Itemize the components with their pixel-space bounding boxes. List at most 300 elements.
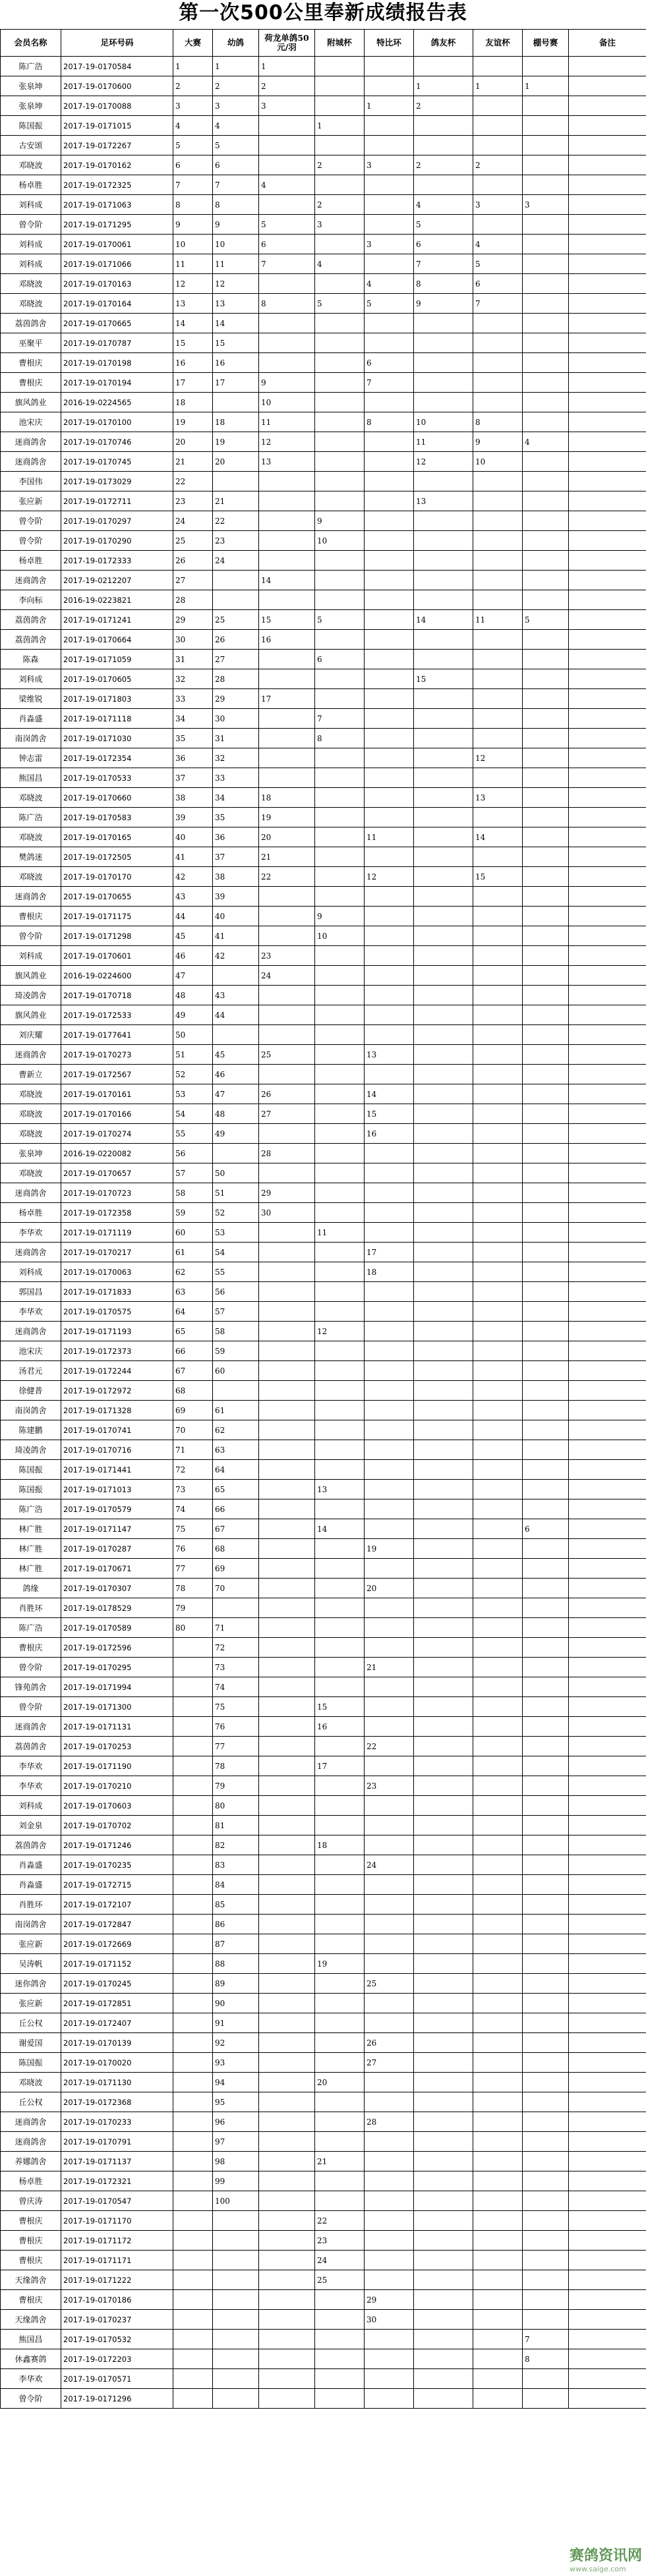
header-member-name: 会员名称 xyxy=(1,30,61,57)
ring-number: 2017-19-0171328 xyxy=(61,1401,173,1420)
ring-number: 2017-19-0170575 xyxy=(61,1302,173,1322)
header-loft-race: 棚号赛 xyxy=(523,30,569,57)
remarks xyxy=(569,1598,646,1618)
ring-number: 2017-19-0172107 xyxy=(61,1895,173,1915)
ring-number: 2017-19-0170290 xyxy=(61,531,173,551)
young-bird-rank: 43 xyxy=(213,986,259,1005)
young-bird-rank xyxy=(213,1598,259,1618)
remarks xyxy=(569,610,646,630)
young-bird-rank: 77 xyxy=(213,1737,259,1756)
ring-number: 2017-19-0170166 xyxy=(61,1104,173,1124)
helong-single-rank: 18 xyxy=(259,788,315,808)
gehyou-cup-rank xyxy=(414,1361,473,1381)
friendship-cup-rank xyxy=(473,314,523,333)
friendship-cup-rank xyxy=(473,1737,523,1756)
header-friendship-cup: 友谊杯 xyxy=(473,30,523,57)
main-race-rank: 58 xyxy=(173,1183,213,1203)
tebi-ring-rank xyxy=(365,551,414,571)
main-race-rank xyxy=(173,2211,213,2231)
gehyou-cup-rank xyxy=(414,1005,473,1025)
member-name: 旗风鸽业 xyxy=(1,1005,61,1025)
main-race-rank: 5 xyxy=(173,136,213,155)
ring-number: 2017-19-0170235 xyxy=(61,1855,173,1875)
ring-number: 2016-19-0220082 xyxy=(61,1144,173,1163)
tebi-ring-rank xyxy=(365,571,414,590)
table-row xyxy=(1,1539,646,1559)
remarks xyxy=(569,1875,646,1895)
friendship-cup-rank xyxy=(473,1480,523,1499)
table-row xyxy=(1,412,646,432)
main-race-rank: 79 xyxy=(173,1598,213,1618)
gehyou-cup-rank: 2 xyxy=(414,155,473,175)
young-bird-rank: 26 xyxy=(213,630,259,650)
fucheng-cup-rank: 9 xyxy=(315,907,365,926)
table-row xyxy=(1,531,646,551)
friendship-cup-rank xyxy=(473,2073,523,2092)
helong-single-rank: 5 xyxy=(259,215,315,235)
fucheng-cup-rank xyxy=(315,2171,365,2191)
loft-race-rank xyxy=(523,2171,569,2191)
tebi-ring-rank xyxy=(365,511,414,531)
fucheng-cup-rank xyxy=(315,1658,365,1677)
loft-race-rank: 3 xyxy=(523,195,569,215)
main-race-rank xyxy=(173,2073,213,2092)
young-bird-rank: 8 xyxy=(213,195,259,215)
tebi-ring-rank xyxy=(365,2349,414,2369)
young-bird-rank: 51 xyxy=(213,1183,259,1203)
remarks xyxy=(569,1223,646,1243)
gehyou-cup-rank xyxy=(414,2013,473,2033)
young-bird-rank: 86 xyxy=(213,1915,259,1934)
table-row xyxy=(1,2191,646,2211)
loft-race-rank xyxy=(523,333,569,353)
table-row xyxy=(1,1697,646,1717)
main-race-rank: 18 xyxy=(173,393,213,412)
ring-number: 2017-19-0178529 xyxy=(61,1598,173,1618)
ring-number: 2017-19-0170163 xyxy=(61,274,173,294)
main-race-rank: 24 xyxy=(173,511,213,531)
main-race-rank: 55 xyxy=(173,1124,213,1144)
member-name: 林广胜 xyxy=(1,1519,61,1539)
table-row xyxy=(1,630,646,650)
tebi-ring-rank xyxy=(365,195,414,215)
table-row xyxy=(1,294,646,314)
friendship-cup-rank xyxy=(473,1124,523,1144)
helong-single-rank xyxy=(259,1816,315,1835)
table-row xyxy=(1,511,646,531)
table-row xyxy=(1,808,646,827)
member-name: 池宋庆 xyxy=(1,1341,61,1361)
friendship-cup-rank xyxy=(473,2152,523,2171)
table-row xyxy=(1,1954,646,1974)
fucheng-cup-rank xyxy=(315,1341,365,1361)
table-row xyxy=(1,827,646,847)
member-name: 钟志雷 xyxy=(1,748,61,768)
helong-single-rank xyxy=(259,1282,315,1302)
remarks xyxy=(569,1045,646,1065)
tebi-ring-rank xyxy=(365,1934,414,1954)
loft-race-rank xyxy=(523,1104,569,1124)
ring-number: 2017-19-0171833 xyxy=(61,1282,173,1302)
main-race-rank: 71 xyxy=(173,1440,213,1460)
gehyou-cup-rank xyxy=(414,1499,473,1519)
ring-number: 2017-19-0171241 xyxy=(61,610,173,630)
gehyou-cup-rank xyxy=(414,1915,473,1934)
remarks xyxy=(569,827,646,847)
main-race-rank xyxy=(173,2152,213,2171)
friendship-cup-rank xyxy=(473,1084,523,1104)
friendship-cup-rank: 7 xyxy=(473,294,523,314)
loft-race-rank xyxy=(523,748,569,768)
helong-single-rank xyxy=(259,1776,315,1796)
friendship-cup-rank: 6 xyxy=(473,274,523,294)
remarks xyxy=(569,1559,646,1579)
helong-single-rank xyxy=(259,1598,315,1618)
helong-single-rank xyxy=(259,2073,315,2092)
table-row xyxy=(1,195,646,215)
fucheng-cup-rank: 5 xyxy=(315,610,365,630)
loft-race-rank xyxy=(523,1915,569,1934)
tebi-ring-rank: 1 xyxy=(365,96,414,116)
friendship-cup-rank: 8 xyxy=(473,412,523,432)
helong-single-rank xyxy=(259,986,315,1005)
remarks xyxy=(569,1519,646,1539)
ring-number: 2017-19-0171066 xyxy=(61,254,173,274)
fucheng-cup-rank: 25 xyxy=(315,2270,365,2290)
fucheng-cup-rank xyxy=(315,2191,365,2211)
fucheng-cup-rank xyxy=(315,1084,365,1104)
young-bird-rank: 1 xyxy=(213,57,259,76)
tebi-ring-rank: 20 xyxy=(365,1579,414,1598)
ring-number: 2017-19-0170061 xyxy=(61,235,173,254)
table-row xyxy=(1,551,646,571)
gehyou-cup-rank xyxy=(414,1183,473,1203)
young-bird-rank: 17 xyxy=(213,373,259,393)
tebi-ring-rank xyxy=(365,2152,414,2171)
tebi-ring-rank xyxy=(365,1183,414,1203)
loft-race-rank xyxy=(523,1559,569,1579)
remarks xyxy=(569,1855,646,1875)
fucheng-cup-rank xyxy=(315,1183,365,1203)
main-race-rank: 53 xyxy=(173,1084,213,1104)
ring-number: 2017-19-0170671 xyxy=(61,1559,173,1579)
helong-single-rank xyxy=(259,887,315,907)
young-bird-rank: 2 xyxy=(213,76,259,96)
remarks xyxy=(569,491,646,511)
fucheng-cup-rank xyxy=(315,1796,365,1816)
main-race-rank xyxy=(173,2132,213,2152)
table-row xyxy=(1,1559,646,1579)
fucheng-cup-rank xyxy=(315,630,365,650)
young-bird-rank: 79 xyxy=(213,1776,259,1796)
remarks xyxy=(569,353,646,373)
table-row xyxy=(1,1262,646,1282)
friendship-cup-rank xyxy=(473,887,523,907)
friendship-cup-rank xyxy=(473,1796,523,1816)
remarks xyxy=(569,1163,646,1183)
fucheng-cup-rank xyxy=(315,1381,365,1401)
table-row xyxy=(1,1480,646,1499)
helong-single-rank xyxy=(259,2251,315,2270)
young-bird-rank: 46 xyxy=(213,1065,259,1084)
tebi-ring-rank xyxy=(365,1895,414,1915)
table-row xyxy=(1,1934,646,1954)
helong-single-rank xyxy=(259,907,315,926)
friendship-cup-rank xyxy=(473,986,523,1005)
member-name: 琦凌鸽舍 xyxy=(1,986,61,1005)
member-name: 刘科成 xyxy=(1,946,61,966)
gehyou-cup-rank xyxy=(414,551,473,571)
member-name: 南岗鸽舍 xyxy=(1,1401,61,1420)
young-bird-rank: 94 xyxy=(213,2073,259,2092)
member-name: 陈国振 xyxy=(1,116,61,136)
young-bird-rank: 24 xyxy=(213,551,259,571)
tebi-ring-rank: 8 xyxy=(365,412,414,432)
table-row xyxy=(1,1677,646,1697)
helong-single-rank xyxy=(259,155,315,175)
remarks xyxy=(569,887,646,907)
young-bird-rank xyxy=(213,2310,259,2330)
loft-race-rank xyxy=(523,1598,569,1618)
tebi-ring-rank: 26 xyxy=(365,2033,414,2053)
fucheng-cup-rank xyxy=(315,2132,365,2152)
friendship-cup-rank xyxy=(473,1223,523,1243)
remarks xyxy=(569,2270,646,2290)
table-row xyxy=(1,1420,646,1440)
friendship-cup-rank xyxy=(473,1638,523,1658)
ring-number: 2017-19-0171152 xyxy=(61,1954,173,1974)
ring-number: 2017-19-0170237 xyxy=(61,2310,173,2330)
header-tebi-ring: 特比环 xyxy=(365,30,414,57)
fucheng-cup-rank: 11 xyxy=(315,1223,365,1243)
header-main-race: 大赛 xyxy=(173,30,213,57)
gehyou-cup-rank: 2 xyxy=(414,96,473,116)
ring-number: 2017-19-0170584 xyxy=(61,57,173,76)
gehyou-cup-rank xyxy=(414,333,473,353)
member-name: 丘公权 xyxy=(1,2013,61,2033)
fucheng-cup-rank xyxy=(315,274,365,294)
ring-number: 2017-19-0170198 xyxy=(61,353,173,373)
member-name: 熊国昌 xyxy=(1,768,61,788)
gehyou-cup-rank xyxy=(414,847,473,867)
tebi-ring-rank xyxy=(365,2251,414,2270)
remarks xyxy=(569,847,646,867)
young-bird-rank: 78 xyxy=(213,1756,259,1776)
remarks xyxy=(569,748,646,768)
young-bird-rank: 69 xyxy=(213,1559,259,1579)
table-row xyxy=(1,946,646,966)
member-name: 邓晓波 xyxy=(1,1084,61,1104)
gehyou-cup-rank xyxy=(414,2389,473,2409)
helong-single-rank xyxy=(259,1341,315,1361)
member-name: 荔茵鸽舍 xyxy=(1,630,61,650)
loft-race-rank xyxy=(523,57,569,76)
tebi-ring-rank xyxy=(365,1915,414,1934)
table-row xyxy=(1,709,646,729)
helong-single-rank xyxy=(259,1480,315,1499)
friendship-cup-rank xyxy=(473,333,523,353)
tebi-ring-rank xyxy=(365,1163,414,1183)
ring-number: 2017-19-0170297 xyxy=(61,511,173,531)
gehyou-cup-rank xyxy=(414,1855,473,1875)
member-name: 吴涛帆 xyxy=(1,1954,61,1974)
friendship-cup-rank xyxy=(473,1618,523,1638)
remarks xyxy=(569,1005,646,1025)
young-bird-rank: 60 xyxy=(213,1361,259,1381)
main-race-rank: 34 xyxy=(173,709,213,729)
table-row xyxy=(1,2270,646,2290)
remarks xyxy=(569,116,646,136)
loft-race-rank xyxy=(523,1341,569,1361)
ring-number: 2017-19-0170165 xyxy=(61,827,173,847)
table-row xyxy=(1,452,646,472)
main-race-rank: 19 xyxy=(173,412,213,432)
young-bird-rank: 15 xyxy=(213,333,259,353)
table-row xyxy=(1,2211,646,2231)
remarks xyxy=(569,1025,646,1045)
main-race-rank xyxy=(173,2330,213,2349)
fucheng-cup-rank xyxy=(315,1163,365,1183)
tebi-ring-rank xyxy=(365,1025,414,1045)
member-name: 迷商鸽舍 xyxy=(1,452,61,472)
remarks xyxy=(569,768,646,788)
friendship-cup-rank xyxy=(473,966,523,986)
fucheng-cup-rank xyxy=(315,412,365,432)
gehyou-cup-rank xyxy=(414,1203,473,1223)
young-bird-rank: 54 xyxy=(213,1243,259,1262)
main-race-rank: 64 xyxy=(173,1302,213,1322)
table-row xyxy=(1,254,646,274)
member-name: 张泉坤 xyxy=(1,96,61,116)
ring-number: 2017-19-0170605 xyxy=(61,669,173,689)
remarks xyxy=(569,788,646,808)
gehyou-cup-rank xyxy=(414,946,473,966)
main-race-rank xyxy=(173,2389,213,2409)
remarks xyxy=(569,2132,646,2152)
tebi-ring-rank: 17 xyxy=(365,1243,414,1262)
friendship-cup-rank: 11 xyxy=(473,610,523,630)
remarks xyxy=(569,333,646,353)
remarks xyxy=(569,2211,646,2231)
young-bird-rank: 29 xyxy=(213,689,259,709)
remarks xyxy=(569,1440,646,1460)
table-row xyxy=(1,1756,646,1776)
loft-race-rank xyxy=(523,768,569,788)
remarks xyxy=(569,1638,646,1658)
ring-number: 2017-19-0171131 xyxy=(61,1717,173,1737)
tebi-ring-rank: 19 xyxy=(365,1539,414,1559)
friendship-cup-rank xyxy=(473,1381,523,1401)
fucheng-cup-rank xyxy=(315,808,365,827)
helong-single-rank xyxy=(259,1994,315,2013)
table-row xyxy=(1,2073,646,2092)
helong-single-rank xyxy=(259,1895,315,1915)
loft-race-rank xyxy=(523,1243,569,1262)
friendship-cup-rank xyxy=(473,808,523,827)
member-name: 曾令阶 xyxy=(1,926,61,946)
young-bird-rank: 61 xyxy=(213,1401,259,1420)
friendship-cup-rank xyxy=(473,1420,523,1440)
remarks xyxy=(569,2330,646,2349)
member-name: 荔茵鸽舍 xyxy=(1,314,61,333)
member-name: 李华欢 xyxy=(1,1756,61,1776)
gehyou-cup-rank: 12 xyxy=(414,452,473,472)
gehyou-cup-rank xyxy=(414,373,473,393)
member-name: 迷商鸽舍 xyxy=(1,887,61,907)
gehyou-cup-rank xyxy=(414,511,473,531)
loft-race-rank xyxy=(523,1401,569,1420)
fucheng-cup-rank xyxy=(315,788,365,808)
young-bird-rank: 67 xyxy=(213,1519,259,1539)
remarks xyxy=(569,669,646,689)
ring-number: 2017-19-0171171 xyxy=(61,2251,173,2270)
loft-race-rank xyxy=(523,314,569,333)
tebi-ring-rank xyxy=(365,1361,414,1381)
tebi-ring-rank xyxy=(365,472,414,491)
gehyou-cup-rank xyxy=(414,1796,473,1816)
ring-number: 2017-19-0170186 xyxy=(61,2290,173,2310)
member-name: 旗风鸽业 xyxy=(1,393,61,412)
tebi-ring-rank: 24 xyxy=(365,1855,414,1875)
member-name: 迷商鸽舍 xyxy=(1,2132,61,2152)
table-row xyxy=(1,1322,646,1341)
ring-number: 2017-19-0170194 xyxy=(61,373,173,393)
main-race-rank: 72 xyxy=(173,1460,213,1480)
gehyou-cup-rank xyxy=(414,1875,473,1895)
main-race-rank: 36 xyxy=(173,748,213,768)
tebi-ring-rank xyxy=(365,610,414,630)
friendship-cup-rank xyxy=(473,1915,523,1934)
gehyou-cup-rank xyxy=(414,1559,473,1579)
gehyou-cup-rank xyxy=(414,2152,473,2171)
remarks xyxy=(569,1539,646,1559)
member-name: 天缘鸽舍 xyxy=(1,2270,61,2290)
main-race-rank: 62 xyxy=(173,1262,213,1282)
fucheng-cup-rank xyxy=(315,314,365,333)
friendship-cup-rank xyxy=(473,1717,523,1737)
fucheng-cup-rank xyxy=(315,353,365,373)
fucheng-cup-rank xyxy=(315,1045,365,1065)
gehyou-cup-rank xyxy=(414,2092,473,2112)
fucheng-cup-rank: 7 xyxy=(315,709,365,729)
main-race-rank: 67 xyxy=(173,1361,213,1381)
loft-race-rank xyxy=(523,1381,569,1401)
young-bird-rank: 18 xyxy=(213,412,259,432)
gehyou-cup-rank: 5 xyxy=(414,215,473,235)
friendship-cup-rank xyxy=(473,472,523,491)
young-bird-rank: 14 xyxy=(213,314,259,333)
tebi-ring-rank xyxy=(365,1480,414,1499)
fucheng-cup-rank xyxy=(315,393,365,412)
ring-number: 2017-19-0170664 xyxy=(61,630,173,650)
tebi-ring-rank xyxy=(365,1499,414,1519)
young-bird-rank: 65 xyxy=(213,1480,259,1499)
loft-race-rank xyxy=(523,1440,569,1460)
tebi-ring-rank xyxy=(365,689,414,709)
table-row xyxy=(1,1895,646,1915)
main-race-rank xyxy=(173,1816,213,1835)
member-name: 陈森 xyxy=(1,650,61,669)
loft-race-rank xyxy=(523,1539,569,1559)
helong-single-rank xyxy=(259,333,315,353)
young-bird-rank xyxy=(213,2389,259,2409)
loft-race-rank: 7 xyxy=(523,2330,569,2349)
member-name: 刘科成 xyxy=(1,1796,61,1816)
table-row xyxy=(1,788,646,808)
fucheng-cup-rank xyxy=(315,1579,365,1598)
tebi-ring-rank: 11 xyxy=(365,827,414,847)
main-race-rank: 14 xyxy=(173,314,213,333)
